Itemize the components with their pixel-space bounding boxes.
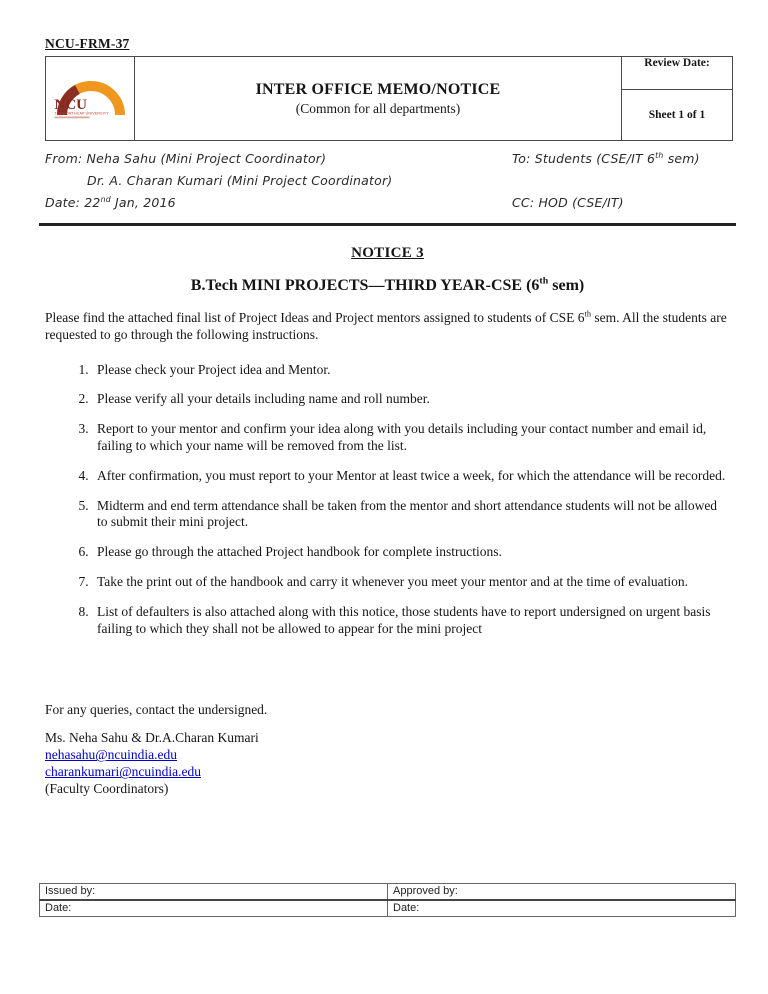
instruction-item: 2. Please verify all your details including name and roll number. — [92, 391, 730, 408]
sheet-cell: Sheet 1 of 1 — [622, 90, 733, 141]
logo-university-name: THE NORTHCAP UNIVERSITY — [54, 111, 109, 116]
to-text-tail: sem) — [663, 151, 700, 166]
instruction-item: 6. Please go through the attached Project handbook for complete instructions. — [92, 544, 730, 561]
intro-paragraph — [45, 310, 730, 344]
logo-cell — [46, 57, 135, 141]
email-link-charankumari[interactable]: charankumari@ncuindia.edu — [45, 764, 201, 780]
memo-title: INTER OFFICE MEMO/NOTICE — [255, 80, 501, 98]
coordinator-names: Ms. Neha Sahu & Dr.A.Charan Kumari — [45, 730, 259, 746]
to-line — [512, 148, 730, 170]
from-line: From: Neha Sahu (Mini Project Coordinator) — [45, 151, 327, 166]
date-text-tail: Jan, 2016 — [110, 195, 176, 210]
cc-line: CC: HOD (CSE/IT) — [512, 195, 624, 210]
sign-off-table — [39, 883, 736, 917]
subheading-superscript: th — [539, 275, 549, 287]
notice-subheading — [45, 277, 730, 295]
approved-by-cell: Approved by: — [388, 884, 736, 901]
intro-text: Please find the attached final list of Project Ideas and Project mentors assigned to students of CSE 6 — [45, 310, 585, 325]
faculty-role-line: (Faculty Coordinators) — [45, 781, 169, 797]
header-divider — [39, 223, 736, 226]
instruction-item: 7. Take the print out of the handbook and carry it whenever you meet your mentor and at the time of evaluation. — [92, 574, 730, 591]
ncu-logo — [52, 69, 128, 123]
date-line — [45, 192, 512, 214]
notice-heading: NOTICE 3 — [351, 245, 424, 261]
queries-line: For any queries, contact the undersigned. — [45, 702, 268, 718]
form-code: NCU-FRM-37 — [45, 36, 130, 51]
instruction-item: 3. Report to your mentor and confirm your idea along with you details including your contact number and email id, failing to which your name will be removed from the list. — [92, 421, 730, 455]
memo-subtitle: (Common for all departments) — [295, 100, 461, 116]
memo-meta — [45, 148, 730, 214]
instruction-item: 1. Please check your Project idea and Mentor. — [92, 362, 730, 379]
date-text: Date: 22 — [45, 195, 101, 210]
instruction-item: 8. List of defaulters is also attached along with this notice, those students have to report undersigned on urgent basis failing to which they shall not be allowed to appear for the mini project — [92, 604, 730, 638]
issued-by-cell: Issued by: — [40, 884, 388, 901]
email-line-1 — [45, 746, 730, 763]
subheading-text-tail: sem) — [548, 277, 585, 294]
header-table — [45, 56, 733, 141]
to-text: To: Students (CSE/IT 6 — [512, 151, 656, 166]
issued-date-cell: Date: — [40, 900, 388, 917]
closing-block — [45, 701, 730, 797]
to-superscript: th — [655, 150, 664, 160]
from-line-2: Dr. A. Charan Kumari (Mini Project Coordinator) — [87, 173, 393, 188]
intro-text-tail: sem. All the students are requested to go through the following instructions. — [45, 310, 727, 342]
instruction-item: 4. After confirmation, you must report to your Mentor at least twice a week, for which the attendance will be recorded. — [92, 468, 730, 485]
date-superscript: nd — [100, 194, 111, 204]
intro-superscript: th — [584, 309, 592, 319]
title-cell — [135, 57, 622, 141]
instructions-list — [45, 362, 730, 638]
instruction-item: 5. Midterm and end term attendance shall be taken from the mentor and short attendance students will not be allowed to submit their mini project. — [92, 498, 730, 532]
review-date-cell: Review Date: — [622, 57, 733, 90]
email-link-nehasahu[interactable]: nehasahu@ncuindia.edu — [45, 747, 178, 763]
subheading-text: B.Tech MINI PROJECTS—THIRD YEAR-CSE (6 — [190, 277, 540, 294]
approved-date-cell: Date: — [388, 900, 736, 917]
logo-acronym: NCU — [54, 97, 87, 113]
logo-tagline-line — [55, 117, 90, 119]
email-line-2 — [45, 763, 730, 780]
